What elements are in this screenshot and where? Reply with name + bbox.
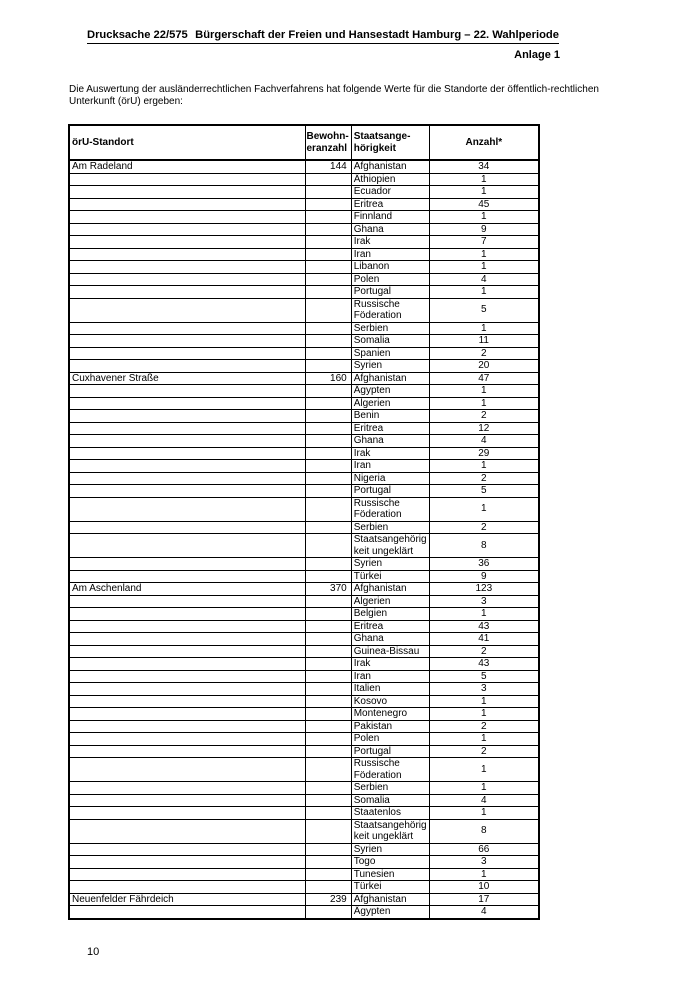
table-row — [69, 558, 539, 571]
cell-anzahl: 2 — [429, 472, 539, 485]
cell-staat: Russische Föderation — [351, 758, 429, 782]
cell-bewohner — [305, 906, 351, 919]
cell-anzahl: 1 — [429, 782, 539, 795]
page-number: 10 — [87, 946, 100, 958]
cell-bewohner — [305, 173, 351, 186]
cell-anzahl: 2 — [429, 410, 539, 423]
table-body — [69, 160, 539, 919]
cell-standort — [69, 720, 305, 733]
table-row — [69, 322, 539, 335]
cell-staat: Syrien — [351, 360, 429, 373]
cell-bewohner: 239 — [305, 893, 351, 906]
table-row — [69, 708, 539, 721]
attachment-label: Anlage 1 — [514, 49, 560, 61]
cell-standort — [69, 211, 305, 224]
cell-anzahl: 4 — [429, 435, 539, 448]
cell-standort — [69, 534, 305, 558]
cell-anzahl: 12 — [429, 422, 539, 435]
cell-bewohner — [305, 819, 351, 843]
cell-anzahl: 9 — [429, 223, 539, 236]
cell-bewohner — [305, 223, 351, 236]
cell-bewohner — [305, 633, 351, 646]
cell-standort — [69, 186, 305, 199]
parliament-title: Bürgerschaft der Freien und Hansestadt Hamburg – 22. Wahlperiode — [195, 29, 559, 41]
table-row — [69, 335, 539, 348]
cell-bewohner — [305, 868, 351, 881]
cell-standort — [69, 645, 305, 658]
cell-bewohner: 160 — [305, 372, 351, 385]
cell-anzahl: 66 — [429, 843, 539, 856]
cell-staat: Portugal — [351, 485, 429, 498]
cell-anzahl: 20 — [429, 360, 539, 373]
cell-standort — [69, 347, 305, 360]
cell-anzahl: 2 — [429, 521, 539, 534]
residents-table — [68, 124, 540, 920]
cell-standort: Neuenfelder Fährdeich — [69, 893, 305, 906]
cell-standort — [69, 695, 305, 708]
cell-anzahl: 1 — [429, 460, 539, 473]
cell-staat: Finnland — [351, 211, 429, 224]
cell-standort — [69, 570, 305, 583]
cell-standort — [69, 447, 305, 460]
table-row — [69, 347, 539, 360]
cell-bewohner — [305, 298, 351, 322]
cell-standort — [69, 819, 305, 843]
cell-anzahl: 123 — [429, 583, 539, 596]
cell-staat: Afghanistan — [351, 583, 429, 596]
cell-staat: Staatsangehörig keit ungeklärt — [351, 819, 429, 843]
table-row — [69, 360, 539, 373]
cell-standort — [69, 410, 305, 423]
cell-bewohner — [305, 608, 351, 621]
intro-paragraph: Die Auswertung der ausländerrechtlichen Fachverfahrens hat folgende Werte für die Standorte der öffentlich-rechtlichen Unterkunft (örU) ergeben: — [69, 84, 599, 107]
table-row — [69, 248, 539, 261]
page-header — [87, 29, 559, 43]
cell-staat: Ecuador — [351, 186, 429, 199]
cell-bewohner — [305, 335, 351, 348]
cell-bewohner — [305, 620, 351, 633]
cell-bewohner: 144 — [305, 160, 351, 173]
cell-staat: Iran — [351, 248, 429, 261]
cell-standort — [69, 360, 305, 373]
cell-bewohner — [305, 645, 351, 658]
cell-bewohner — [305, 720, 351, 733]
cell-staat: Afghanistan — [351, 160, 429, 173]
table-row — [69, 807, 539, 820]
table-row — [69, 658, 539, 671]
cell-staat: Togo — [351, 856, 429, 869]
cell-staat: Staatenlos — [351, 807, 429, 820]
cell-staat: Serbien — [351, 322, 429, 335]
cell-bewohner — [305, 807, 351, 820]
cell-anzahl: 45 — [429, 198, 539, 211]
cell-standort — [69, 658, 305, 671]
table-row — [69, 223, 539, 236]
cell-staat: Eritrea — [351, 422, 429, 435]
cell-bewohner — [305, 843, 351, 856]
cell-staat: Syrien — [351, 558, 429, 571]
cell-standort — [69, 708, 305, 721]
cell-staat: Belgien — [351, 608, 429, 621]
cell-standort — [69, 497, 305, 521]
col-header-standort: örU-Standort — [69, 125, 305, 160]
cell-staat: Kosovo — [351, 695, 429, 708]
cell-bewohner — [305, 322, 351, 335]
table-row — [69, 485, 539, 498]
table-row — [69, 720, 539, 733]
cell-bewohner — [305, 695, 351, 708]
cell-bewohner — [305, 435, 351, 448]
cell-staat: Algerien — [351, 397, 429, 410]
cell-bewohner — [305, 236, 351, 249]
cell-standort — [69, 322, 305, 335]
cell-bewohner — [305, 385, 351, 398]
col-header-staat: Staatsange- hörigkeit — [351, 125, 429, 160]
table-row — [69, 521, 539, 534]
cell-staat: Russische Föderation — [351, 497, 429, 521]
cell-anzahl: 2 — [429, 347, 539, 360]
cell-bewohner — [305, 485, 351, 498]
table-row — [69, 670, 539, 683]
cell-standort — [69, 435, 305, 448]
cell-standort — [69, 620, 305, 633]
cell-staat: Polen — [351, 273, 429, 286]
cell-anzahl: 1 — [429, 497, 539, 521]
cell-staat: Benin — [351, 410, 429, 423]
cell-staat: Eritrea — [351, 198, 429, 211]
cell-standort — [69, 782, 305, 795]
table-row — [69, 893, 539, 906]
cell-anzahl: 7 — [429, 236, 539, 249]
cell-standort: Am Radeland — [69, 160, 305, 173]
cell-standort — [69, 881, 305, 894]
col-header-bewohner: Bewohn- eranzahl — [305, 125, 351, 160]
cell-anzahl: 47 — [429, 372, 539, 385]
cell-standort — [69, 460, 305, 473]
cell-anzahl: 17 — [429, 893, 539, 906]
cell-anzahl: 1 — [429, 868, 539, 881]
cell-standort — [69, 223, 305, 236]
table-row — [69, 447, 539, 460]
cell-anzahl: 4 — [429, 794, 539, 807]
cell-standort — [69, 745, 305, 758]
cell-standort — [69, 422, 305, 435]
cell-standort: Am Aschenland — [69, 583, 305, 596]
table-row — [69, 868, 539, 881]
cell-bewohner — [305, 534, 351, 558]
cell-staat: Spanien — [351, 347, 429, 360]
cell-anzahl: 29 — [429, 447, 539, 460]
cell-staat: Pakistan — [351, 720, 429, 733]
cell-bewohner — [305, 211, 351, 224]
table-row — [69, 856, 539, 869]
cell-staat: Afghanistan — [351, 893, 429, 906]
cell-anzahl: 8 — [429, 819, 539, 843]
cell-staat: Serbien — [351, 782, 429, 795]
table-row — [69, 595, 539, 608]
table-row — [69, 261, 539, 274]
cell-bewohner — [305, 794, 351, 807]
cell-staat: Irak — [351, 447, 429, 460]
table-row — [69, 794, 539, 807]
cell-bewohner — [305, 658, 351, 671]
cell-anzahl: 1 — [429, 708, 539, 721]
table-row — [69, 608, 539, 621]
cell-staat: Türkei — [351, 570, 429, 583]
cell-bewohner — [305, 248, 351, 261]
cell-standort — [69, 608, 305, 621]
table-row — [69, 683, 539, 696]
cell-bewohner — [305, 186, 351, 199]
cell-anzahl: 1 — [429, 186, 539, 199]
table-row — [69, 460, 539, 473]
cell-bewohner — [305, 261, 351, 274]
table-row — [69, 173, 539, 186]
cell-bewohner — [305, 410, 351, 423]
cell-staat: Portugal — [351, 745, 429, 758]
cell-standort — [69, 335, 305, 348]
cell-standort — [69, 236, 305, 249]
cell-anzahl: 2 — [429, 645, 539, 658]
cell-staat: Nigeria — [351, 472, 429, 485]
table-row — [69, 186, 539, 199]
cell-anzahl: 1 — [429, 608, 539, 621]
cell-standort — [69, 521, 305, 534]
cell-staat: Ghana — [351, 223, 429, 236]
table-row — [69, 198, 539, 211]
cell-anzahl: 5 — [429, 485, 539, 498]
cell-bewohner — [305, 447, 351, 460]
cell-standort — [69, 633, 305, 646]
cell-anzahl: 1 — [429, 286, 539, 299]
cell-anzahl: 43 — [429, 658, 539, 671]
cell-bewohner — [305, 460, 351, 473]
cell-anzahl: 1 — [429, 695, 539, 708]
table-row — [69, 733, 539, 746]
table-row — [69, 819, 539, 843]
cell-bewohner — [305, 708, 351, 721]
table-row — [69, 534, 539, 558]
cell-staat: Portugal — [351, 286, 429, 299]
cell-anzahl: 34 — [429, 160, 539, 173]
cell-bewohner — [305, 521, 351, 534]
cell-bewohner — [305, 273, 351, 286]
cell-anzahl: 10 — [429, 881, 539, 894]
cell-anzahl: 1 — [429, 211, 539, 224]
cell-staat: Libanon — [351, 261, 429, 274]
table-row — [69, 843, 539, 856]
table-row — [69, 745, 539, 758]
cell-anzahl: 2 — [429, 745, 539, 758]
cell-bewohner — [305, 558, 351, 571]
cell-bewohner — [305, 286, 351, 299]
cell-staat: Türkei — [351, 881, 429, 894]
cell-bewohner — [305, 198, 351, 211]
cell-standort — [69, 298, 305, 322]
table-row — [69, 782, 539, 795]
cell-anzahl: 3 — [429, 595, 539, 608]
cell-standort — [69, 198, 305, 211]
cell-anzahl: 1 — [429, 807, 539, 820]
cell-bewohner — [305, 733, 351, 746]
table-row — [69, 385, 539, 398]
cell-standort — [69, 595, 305, 608]
table-row — [69, 583, 539, 596]
table-row — [69, 695, 539, 708]
table-row — [69, 211, 539, 224]
cell-standort — [69, 856, 305, 869]
cell-standort — [69, 558, 305, 571]
cell-bewohner — [305, 397, 351, 410]
cell-anzahl: 36 — [429, 558, 539, 571]
cell-staat: Ägypten — [351, 906, 429, 919]
cell-staat: Tunesien — [351, 868, 429, 881]
cell-bewohner — [305, 745, 351, 758]
cell-standort — [69, 758, 305, 782]
cell-staat: Ghana — [351, 435, 429, 448]
table-row — [69, 620, 539, 633]
cell-bewohner — [305, 758, 351, 782]
table-row — [69, 397, 539, 410]
cell-anzahl: 5 — [429, 298, 539, 322]
cell-staat: Ghana — [351, 633, 429, 646]
table-row — [69, 236, 539, 249]
cell-standort: Cuxhavener Straße — [69, 372, 305, 385]
cell-staat: Staatsangehörig keit ungeklärt — [351, 534, 429, 558]
cell-standort — [69, 670, 305, 683]
cell-staat: Eritrea — [351, 620, 429, 633]
cell-standort — [69, 472, 305, 485]
cell-standort — [69, 273, 305, 286]
cell-staat: Guinea-Bissau — [351, 645, 429, 658]
cell-bewohner — [305, 595, 351, 608]
cell-bewohner — [305, 360, 351, 373]
cell-anzahl: 11 — [429, 335, 539, 348]
cell-bewohner: 370 — [305, 583, 351, 596]
cell-anzahl: 4 — [429, 906, 539, 919]
cell-staat: Irak — [351, 236, 429, 249]
cell-bewohner — [305, 497, 351, 521]
table-row — [69, 160, 539, 173]
cell-staat: Ägypten — [351, 385, 429, 398]
cell-anzahl: 1 — [429, 173, 539, 186]
cell-anzahl: 9 — [429, 570, 539, 583]
cell-anzahl: 3 — [429, 856, 539, 869]
cell-standort — [69, 485, 305, 498]
cell-anzahl: 4 — [429, 273, 539, 286]
cell-staat: Äthiopien — [351, 173, 429, 186]
cell-standort — [69, 248, 305, 261]
cell-standort — [69, 807, 305, 820]
cell-bewohner — [305, 472, 351, 485]
cell-standort — [69, 173, 305, 186]
cell-standort — [69, 843, 305, 856]
cell-standort — [69, 906, 305, 919]
cell-bewohner — [305, 683, 351, 696]
cell-anzahl: 1 — [429, 322, 539, 335]
cell-anzahl: 3 — [429, 683, 539, 696]
cell-anzahl: 41 — [429, 633, 539, 646]
drucksache-number: Drucksache 22/575 — [87, 29, 188, 41]
cell-bewohner — [305, 670, 351, 683]
table-row — [69, 881, 539, 894]
cell-anzahl: 8 — [429, 534, 539, 558]
table-row — [69, 435, 539, 448]
cell-anzahl: 1 — [429, 397, 539, 410]
cell-standort — [69, 733, 305, 746]
cell-staat: Italien — [351, 683, 429, 696]
cell-bewohner — [305, 422, 351, 435]
table-row — [69, 472, 539, 485]
cell-staat: Montenegro — [351, 708, 429, 721]
cell-standort — [69, 261, 305, 274]
cell-anzahl: 1 — [429, 733, 539, 746]
cell-standort — [69, 683, 305, 696]
table-row — [69, 422, 539, 435]
cell-bewohner — [305, 856, 351, 869]
cell-anzahl: 43 — [429, 620, 539, 633]
cell-staat: Afghanistan — [351, 372, 429, 385]
cell-staat: Polen — [351, 733, 429, 746]
table-row — [69, 570, 539, 583]
table-row — [69, 372, 539, 385]
cell-anzahl: 1 — [429, 248, 539, 261]
cell-bewohner — [305, 570, 351, 583]
cell-staat: Irak — [351, 658, 429, 671]
cell-standort — [69, 794, 305, 807]
table-row — [69, 633, 539, 646]
cell-staat: Syrien — [351, 843, 429, 856]
cell-staat: Somalia — [351, 335, 429, 348]
cell-bewohner — [305, 782, 351, 795]
cell-standort — [69, 868, 305, 881]
cell-standort — [69, 397, 305, 410]
cell-anzahl: 1 — [429, 758, 539, 782]
cell-staat: Iran — [351, 460, 429, 473]
cell-staat: Iran — [351, 670, 429, 683]
cell-anzahl: 5 — [429, 670, 539, 683]
cell-staat: Russische Föderation — [351, 298, 429, 322]
table-row — [69, 273, 539, 286]
table-row — [69, 758, 539, 782]
cell-bewohner — [305, 347, 351, 360]
cell-standort — [69, 385, 305, 398]
cell-anzahl: 1 — [429, 261, 539, 274]
table-header-row — [69, 125, 539, 160]
cell-anzahl: 1 — [429, 385, 539, 398]
cell-staat: Somalia — [351, 794, 429, 807]
table-row — [69, 497, 539, 521]
table-row — [69, 298, 539, 322]
cell-staat: Serbien — [351, 521, 429, 534]
col-header-anzahl: Anzahl* — [429, 125, 539, 160]
cell-standort — [69, 286, 305, 299]
cell-staat: Algerien — [351, 595, 429, 608]
table-row — [69, 410, 539, 423]
header-divider — [87, 43, 559, 44]
table-row — [69, 645, 539, 658]
table-row — [69, 286, 539, 299]
cell-anzahl: 2 — [429, 720, 539, 733]
cell-bewohner — [305, 881, 351, 894]
table-row — [69, 906, 539, 919]
